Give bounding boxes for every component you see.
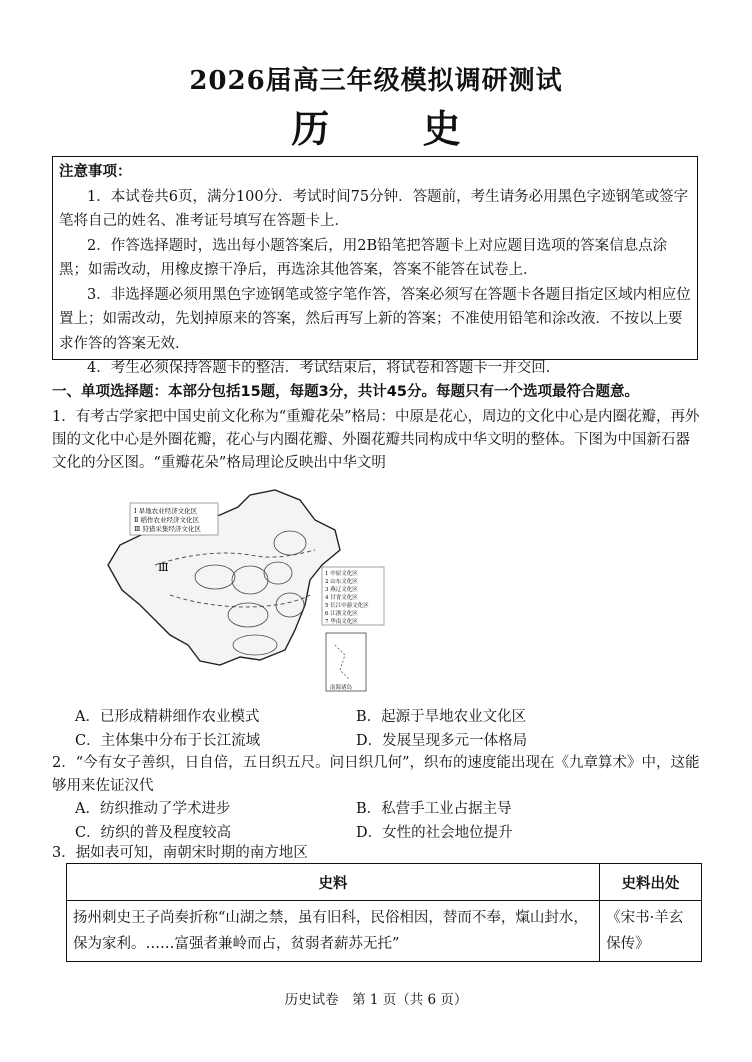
option-d[interactable]: D．女性的社会地位提升 xyxy=(356,825,513,841)
option-b[interactable]: B．起源于旱地农业文化区 xyxy=(356,709,527,725)
option-a[interactable]: A．已形成精耕细作农业模式 xyxy=(75,709,260,725)
legend-text: 5 长江中游文化区 xyxy=(325,603,369,609)
legend-text: 1 中原文化区 xyxy=(325,571,358,577)
legend-text: Ⅰ 旱地农业经济文化区 xyxy=(134,507,198,515)
notice-item: 1．本试卷共6页，满分100分．考试时间75分钟．答题前，考生请务必用黑色字迹钢笔或签字笔将自己的姓名、准考证号填写在答题卡上． xyxy=(59,188,689,229)
inset-label: 南海诸岛 xyxy=(330,685,353,691)
option-c[interactable]: C．纺织的普及程度较高 xyxy=(75,825,232,841)
legend-text: 4 甘青文化区 xyxy=(325,595,358,601)
option-a[interactable]: A．纺织推动了学术进步 xyxy=(75,801,231,817)
notice-box xyxy=(52,156,698,376)
notice-item: 3．非选择题必须用黑色字迹钢笔或签字笔作答，答案必须写在答题卡各题目指定区域内相应位置上；如需改动，先划掉原来的答案，然后再写上新的答案；不准使用铅笔和涂改液．不按以上要求作答的答案无效． xyxy=(59,286,691,352)
neolithic-culture-map xyxy=(100,485,400,695)
table-cell: 《宋书·羊玄保传》 xyxy=(600,901,702,962)
table-header: 史料出处 xyxy=(600,864,702,901)
table-cell: 扬州刺史王子尚奏折称“山湖之禁，虽有旧科，民俗相因，替而不奉，熂山封水，保为家利。……富强者兼岭而占，贫弱者薪苏无托” xyxy=(67,901,600,962)
notice-heading: 注意事项： xyxy=(59,163,132,180)
table-row xyxy=(67,901,702,962)
legend-text: Ⅲ 狩猎采集经济文化区 xyxy=(134,525,201,533)
legend-text: Ⅱ 稻作农业经济文化区 xyxy=(134,516,199,524)
option-d[interactable]: D．发展呈现多元一体格局 xyxy=(356,733,528,749)
subject-title: 历 史 xyxy=(291,106,501,151)
notice-item: 4．考生必须保持答题卡的整洁．考试结束后，将试卷和答题卡一并交回． xyxy=(87,360,561,376)
question-2 xyxy=(52,752,702,798)
legend-text: 6 江浙文化区 xyxy=(325,611,358,617)
page-footer: 历史试卷 第 1 页（共 6 页） xyxy=(284,992,468,1008)
legend-text: 2 山东文化区 xyxy=(325,579,358,585)
legend-text: 3 燕辽文化区 xyxy=(325,587,358,593)
question-stem: 2．“今有女子善织，日自倍，五日织五尺。问日织几何”，织布的速度能出现在《九章算术》中，这能够用来佐证汉代 xyxy=(52,755,700,794)
zone-label: Ⅲ xyxy=(158,561,169,574)
option-c[interactable]: C．主体集中分布于长江流域 xyxy=(75,733,261,749)
question-stem: 1．有考古学家把中国史前文化称为“重瓣花朵”格局：中原是花心，周边的文化中心是内圈花瓣，再外围的文化中心是外圈花瓣，花心与内圈花瓣、外圈花瓣共同构成中华文明的整体。下图为中国新石器文化的分区图。“重瓣花朵”格局理论反映出中华文明 xyxy=(52,409,700,471)
option-b[interactable]: B．私营手工业占据主导 xyxy=(356,801,512,817)
notice-item: 2．作答选择题时，选出每小题答案后，用2B铅笔把答题卡上对应题目选项的答案信息点涂黑；如需改动，用橡皮擦干净后，再选涂其他答案，答案不能答在试卷上． xyxy=(59,237,668,278)
question-stem: 3．据如表可知，南朝宋时期的南方地区 xyxy=(52,845,308,861)
source-table xyxy=(66,863,702,962)
section-heading: 一、单项选择题：本部分包括15题，每题3分，共计45分。每题只有一个选项最符合题意。 xyxy=(52,384,639,400)
south-sea-inset xyxy=(326,633,366,691)
question-3 xyxy=(52,842,702,865)
legend-text: 7 华南文化区 xyxy=(325,619,358,625)
table-header: 史料 xyxy=(67,864,600,901)
question-1 xyxy=(52,406,702,475)
exam-title: 2026届高三年级模拟调研测试 xyxy=(189,66,563,96)
